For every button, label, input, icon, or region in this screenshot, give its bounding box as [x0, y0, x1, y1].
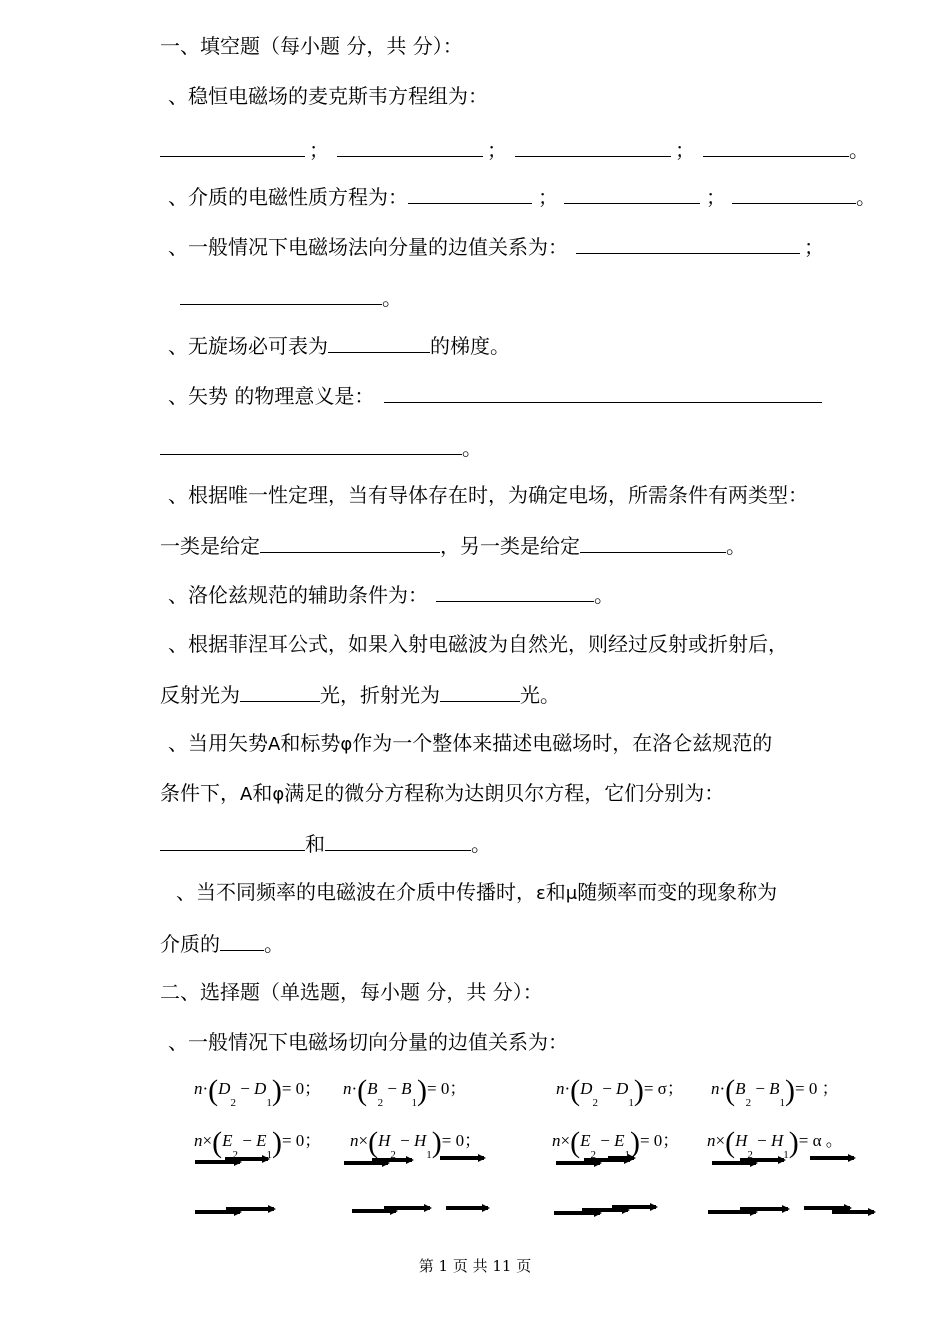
answer-blank[interactable]: [408, 183, 532, 204]
answer-blank[interactable]: [220, 930, 264, 951]
q5-row: 、矢势 的物理意义是：: [168, 382, 822, 409]
option-a-normal-d: $n\cdot(D_2 - D_1)= 0$；: [194, 1074, 322, 1109]
answer-blank[interactable]: [440, 681, 520, 702]
section2-title: 二、选择题（单选题，每小题 分，共 分）：: [160, 980, 543, 1004]
q2-row: 、介质的电磁性质方程为： ； ； 。: [168, 185, 876, 209]
q1-answer-row: ； ； ； 。: [160, 136, 869, 163]
answer-blank[interactable]: [180, 284, 382, 305]
scalar-potential-symbol: φ: [340, 734, 353, 755]
answer-blank[interactable]: [328, 332, 430, 353]
option-a-tangent-e: $n\times(E_2 - E_1)= 0$；: [194, 1126, 322, 1161]
answer-blank[interactable]: [436, 581, 594, 602]
q6-text: 、根据唯一性定理，当有导体存在时，为确定电场，所需条件有两类型：: [168, 483, 808, 507]
q3-row2: 。: [180, 284, 402, 311]
q9-text: 、当用矢势A和标势φ作为一个整体来描述电磁场时，在洛仑兹规范的: [168, 731, 773, 755]
answer-blank[interactable]: [160, 434, 462, 455]
answer-blank[interactable]: [260, 532, 440, 553]
answer-blank[interactable]: [515, 136, 671, 157]
s2-q1-text: 、一般情况下电磁场切向分量的边值关系为：: [168, 1030, 568, 1054]
permittivity-symbol: ε: [536, 883, 546, 904]
answer-blank[interactable]: [160, 136, 305, 157]
option-b-tangent-h: $n\times(H_2 - H_1)= \alpha$ 。: [707, 1126, 843, 1161]
q3-row: 、一般情况下电磁场法向分量的边值关系为： ；: [168, 235, 824, 259]
q10-row2: 介质的 。: [160, 932, 284, 956]
q8-text: 、根据菲涅耳公式，如果入射电磁波为自然光，则经过反射或折射后，: [168, 632, 788, 656]
answer-blank[interactable]: [580, 532, 726, 553]
answer-blank[interactable]: [325, 830, 471, 851]
q7-row: 、洛伦兹规范的辅助条件为： 。: [168, 583, 614, 607]
option-a-normal-b: $n\cdot(B_2 - B_1)= 0$；: [343, 1074, 467, 1109]
option-a-tangent-h: $n\times(H_2 - H_1)= 0$；: [350, 1126, 482, 1161]
vector-potential-symbol: A: [268, 734, 281, 755]
answer-blank[interactable]: [703, 136, 849, 157]
option-b-normal-d: $n\cdot(D_2 - D_1)= \sigma$；: [556, 1074, 684, 1109]
vector-potential-symbol: A: [240, 784, 253, 805]
permeability-symbol: μ: [565, 883, 578, 904]
scalar-potential-symbol: φ: [272, 784, 285, 805]
page-footer: 第 1 页 共 11 页: [418, 1257, 532, 1275]
option-b-tangent-e: $n\times(E_2 - E_1)= 0$；: [552, 1126, 680, 1161]
q9-row2: 条件下，A和φ满足的微分方程称为达朗贝尔方程，它们分别为：: [160, 781, 725, 805]
q10-text: 、当不同频率的电磁波在介质中传播时，ε和μ随频率而变的现象称为: [176, 880, 778, 904]
answer-blank[interactable]: [576, 233, 800, 254]
answer-blank[interactable]: [732, 183, 856, 204]
answer-blank[interactable]: [160, 830, 305, 851]
answer-blank[interactable]: [337, 136, 483, 157]
q8-row2: 反射光为 光，折射光为 光。: [160, 683, 560, 707]
answer-blank[interactable]: [240, 681, 320, 702]
q6-row2: 一类是给定 ，另一类是给定 。: [160, 534, 746, 558]
q4-row: 、无旋场必可表为 的梯度。: [168, 334, 510, 358]
q5-row2: 。: [160, 434, 482, 461]
q9-row3: 和 。: [160, 830, 491, 857]
section1-title: 一、填空题（每小题 分，共 分）：: [160, 34, 463, 58]
answer-blank[interactable]: [564, 183, 700, 204]
q1-text: 、稳恒电磁场的麦克斯韦方程组为：: [168, 84, 488, 108]
answer-blank[interactable]: [384, 382, 822, 403]
option-b-normal-b: $n\cdot(B_2 - B_1)= 0$ ；: [711, 1074, 839, 1109]
